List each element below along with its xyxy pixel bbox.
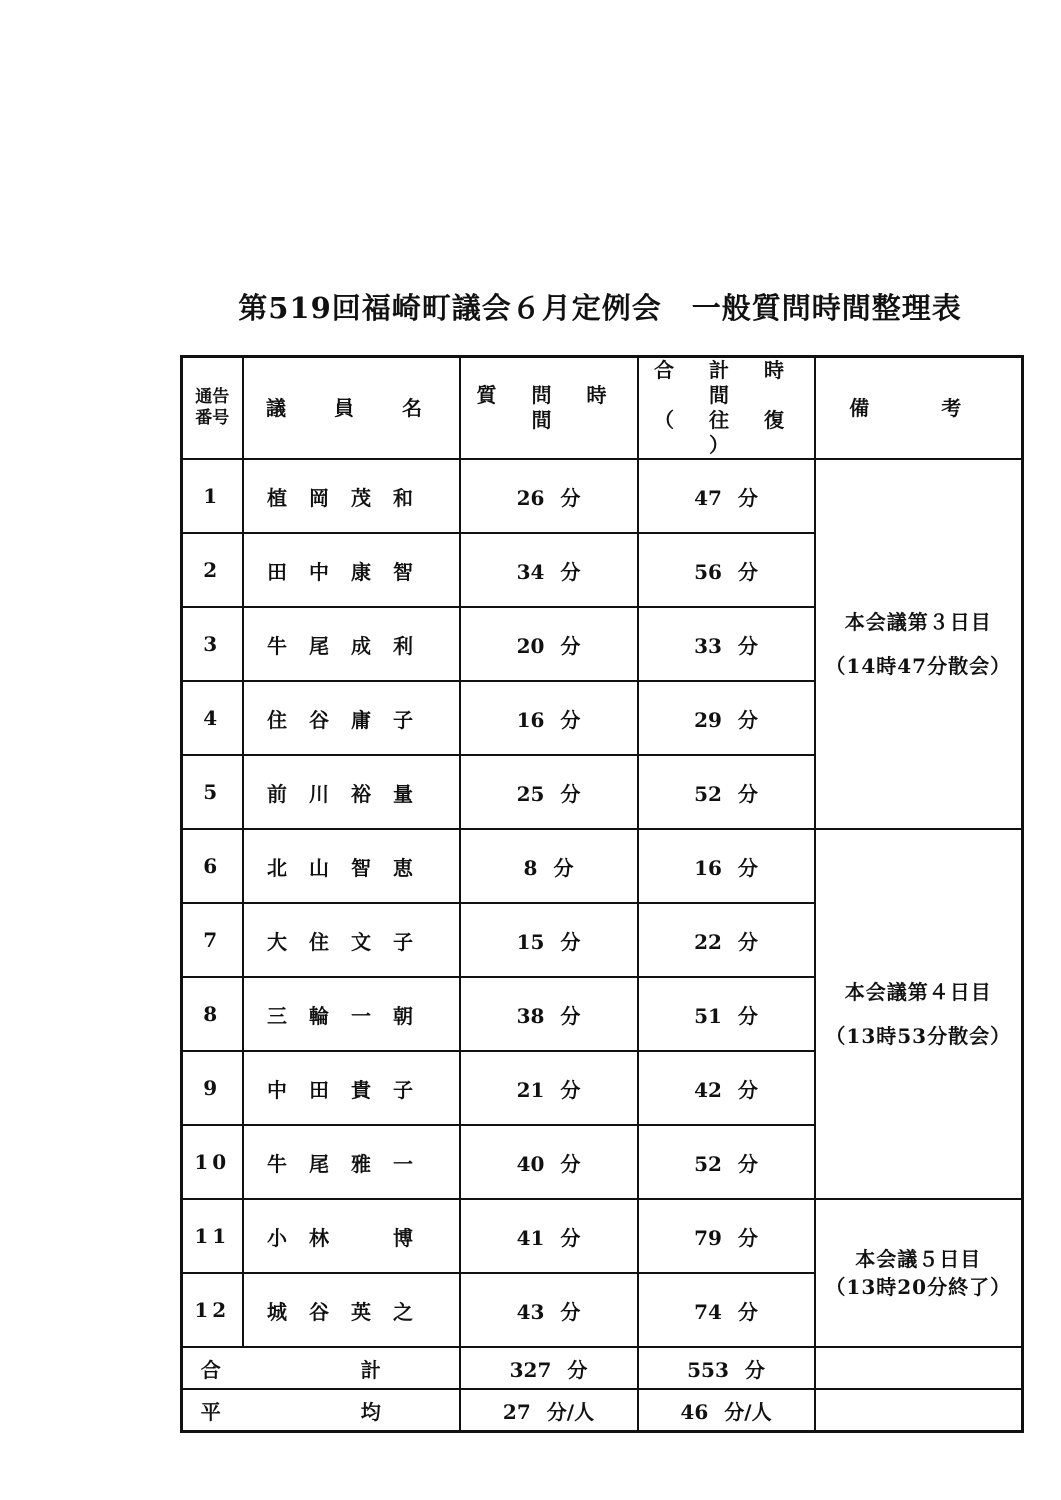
member-name: 前川裕量	[243, 755, 460, 829]
question-time: 20 分	[460, 607, 638, 681]
row-number: 3	[182, 607, 243, 681]
total-question-time: 327 分	[460, 1347, 638, 1389]
average-label: 平 均	[182, 1389, 460, 1432]
average-question-time: 27 分/人	[460, 1389, 638, 1432]
member-name: 北山智恵	[243, 829, 460, 903]
total-time: 42 分	[638, 1051, 815, 1125]
average-remarks	[815, 1389, 1023, 1432]
question-time: 25 分	[460, 755, 638, 829]
header-remarks: 備 考	[815, 357, 1023, 460]
member-name: 小林 博	[243, 1199, 460, 1273]
header-name: 議 員 名	[243, 357, 460, 460]
row-number: 4	[182, 681, 243, 755]
header-question-time: 質 問 時 間	[460, 357, 638, 460]
total-time: 79 分	[638, 1199, 815, 1273]
member-name: 三輪一朝	[243, 977, 460, 1051]
total-time: 52 分	[638, 1125, 815, 1199]
row-number: 11	[182, 1199, 243, 1273]
row-number: 1	[182, 459, 243, 533]
total-time: 47 分	[638, 459, 815, 533]
member-name: 牛尾雅一	[243, 1125, 460, 1199]
total-time: 22 分	[638, 903, 815, 977]
row-number: 7	[182, 903, 243, 977]
question-time: 26 分	[460, 459, 638, 533]
member-name: 田中康智	[243, 533, 460, 607]
page-title: 第519回福崎町議会６月定例会 一般質問時間整理表	[238, 291, 962, 325]
remarks-day3: 本会議第３日目 （14時47分散会）	[815, 459, 1023, 829]
row-number: 6	[182, 829, 243, 903]
total-time: 74 分	[638, 1273, 815, 1347]
total-row	[182, 1347, 1023, 1389]
remarks-day5: 本会議５日目 （13時20分終了）	[815, 1199, 1023, 1347]
row-number: 2	[182, 533, 243, 607]
question-time: 16 分	[460, 681, 638, 755]
member-name: 城谷英之	[243, 1273, 460, 1347]
member-name: 住谷庸子	[243, 681, 460, 755]
average-row	[182, 1389, 1023, 1432]
average-total-time: 46 分/人	[638, 1389, 815, 1432]
member-name: 大住文子	[243, 903, 460, 977]
row-number: 8	[182, 977, 243, 1051]
header-total-time: 合 計 時 間 （ 往 復 ）	[638, 357, 815, 460]
question-time: 38 分	[460, 977, 638, 1051]
row-number: 9	[182, 1051, 243, 1125]
total-time: 33 分	[638, 607, 815, 681]
member-name: 中田貴子	[243, 1051, 460, 1125]
header-number: 通告 番号	[182, 357, 243, 460]
total-total-time: 553 分	[638, 1347, 815, 1389]
question-time: 34 分	[460, 533, 638, 607]
total-time: 56 分	[638, 533, 815, 607]
table-row	[182, 829, 1023, 903]
row-number: 12	[182, 1273, 243, 1347]
header-row	[182, 357, 1023, 460]
question-time: 15 分	[460, 903, 638, 977]
question-time: 8 分	[460, 829, 638, 903]
row-number: 5	[182, 755, 243, 829]
member-name: 牛尾成利	[243, 607, 460, 681]
question-time-table	[180, 355, 1024, 1433]
total-time: 52 分	[638, 755, 815, 829]
total-remarks	[815, 1347, 1023, 1389]
question-time: 41 分	[460, 1199, 638, 1273]
total-label: 合 計	[182, 1347, 460, 1389]
row-number: 10	[182, 1125, 243, 1199]
total-time: 16 分	[638, 829, 815, 903]
question-time: 43 分	[460, 1273, 638, 1347]
remarks-day4: 本会議第４日目 （13時53分散会）	[815, 829, 1023, 1199]
table-row	[182, 459, 1023, 533]
member-name: 植岡茂和	[243, 459, 460, 533]
question-time: 21 分	[460, 1051, 638, 1125]
question-time: 40 分	[460, 1125, 638, 1199]
table-row	[182, 1199, 1023, 1273]
total-time: 51 分	[638, 977, 815, 1051]
total-time: 29 分	[638, 681, 815, 755]
